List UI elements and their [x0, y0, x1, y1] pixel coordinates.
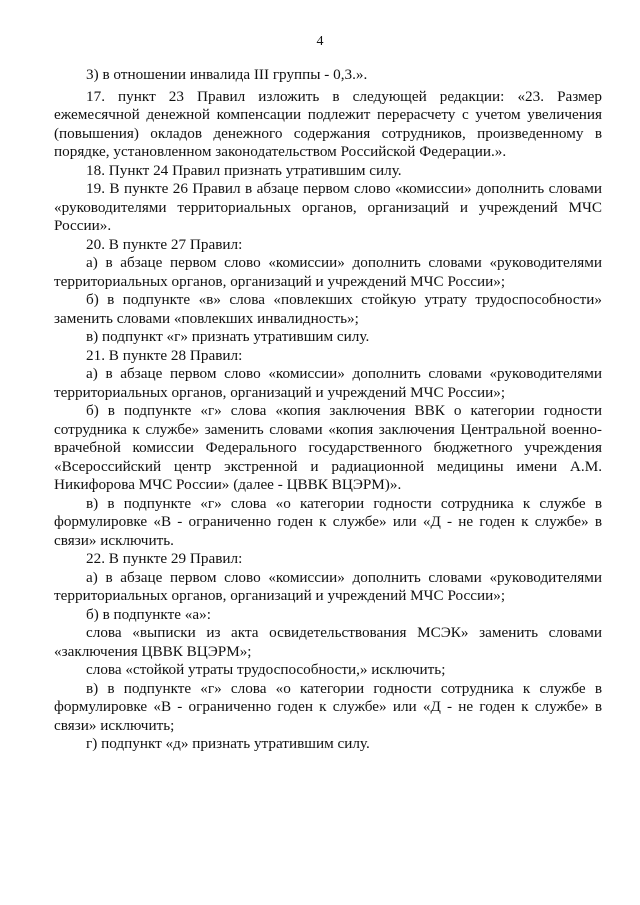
- paragraph: 21. В пункте 28 Правил:: [86, 346, 243, 364]
- paragraph: 18. Пункт 24 Правил признать утратившим силу.: [86, 161, 402, 179]
- document-body: [54, 66, 602, 754]
- paragraph: а) в абзаце первом слово «комиссии» дополнить словами «руководителями территориальных органов, организаций и учреждений МЧС России»;: [54, 254, 602, 290]
- paragraph: б) в подпункте «в» слова «повлекших стойкую утрату трудоспособности» заменить словами «повлекших инвалидность»;: [54, 291, 602, 327]
- paragraph: 17. пункт 23 Правил изложить в следующей редакции: «23. Размер ежемесячной денежной компенсации подлежит перерасчету с учетом увеличения (повышения) окладов денежного содержания сотрудников, произведенному в порядке, установленном законодательством Российской Федерации.».: [54, 87, 602, 160]
- paragraph: г) подпункт «д» признать утратившим силу.: [86, 735, 370, 752]
- paragraph: а) в абзаце первом слово «комиссии» дополнить словами «руководителями территориальных органов, организаций и учреждений МЧС России»;: [54, 568, 602, 604]
- paragraph: в) подпункт «г» признать утратившим силу.: [86, 328, 370, 345]
- paragraph: а) в абзаце первом слово «комиссии» дополнить словами «руководителями территориальных органов, организаций и учреждений МЧС России»;: [54, 365, 602, 401]
- paragraph: 3) в отношении инвалида III группы - 0,3.».: [86, 66, 368, 83]
- paragraph: б) в подпункте «г» слова «копия заключения ВВК о категории годности сотрудника к службе» заменить словами «копия заключения Центральной военно-врачебной комиссии Федерального государственного бюджетного учреждения «Всероссийский центр экстренной и радиационной медицины имени А.М. Никифорова МЧС России» (далее - ЦВВК ВЦЭРМ)».: [54, 402, 602, 493]
- paragraph: 20. В пункте 27 Правил:: [86, 235, 243, 253]
- paragraph: 22. В пункте 29 Правил:: [86, 550, 243, 567]
- paragraph: 19. В пункте 26 Правил в абзаце первом слово «комиссии» дополнить словами «руководителями территориальных органов, организаций и учреждений МЧС России».: [54, 180, 602, 234]
- paragraph: в) в подпункте «г» слова «о категории годности сотрудника к службе в формулировке «В - ограниченно годен к службе» или «Д - не годен к службе» в связи» исключить;: [54, 679, 602, 734]
- paragraph: слова «стойкой утраты трудоспособности,» исключить;: [86, 661, 446, 678]
- page-number: 4: [316, 34, 324, 49]
- paragraph: в) в подпункте «г» слова «о категории годности сотрудника к службе в формулировке «В - ограниченно годен к службе» или «Д - не годен к службе» в связи» исключить.: [54, 494, 602, 549]
- paragraph: слова «выписки из акта освидетельствования МСЭК» заменить словами «заключения ЦВВК ВЦЭРМ»;: [54, 624, 602, 660]
- paragraph: б) в подпункте «а»:: [86, 605, 211, 623]
